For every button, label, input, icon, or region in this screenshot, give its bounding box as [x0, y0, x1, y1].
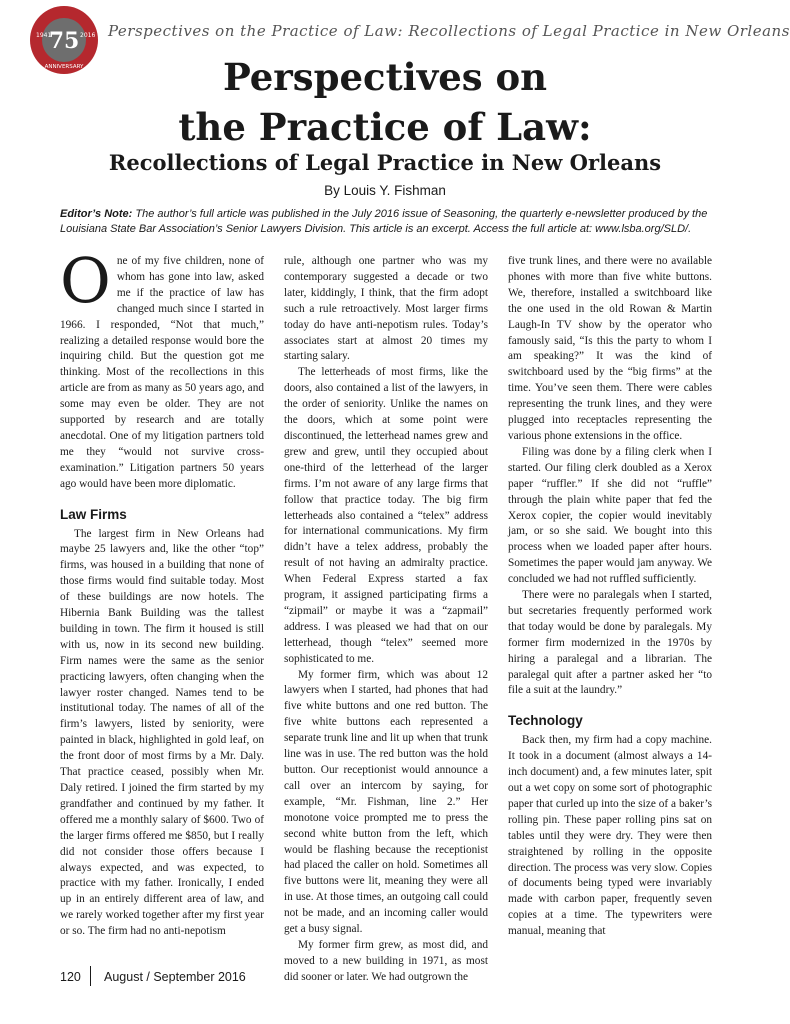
seal-label: ANNIVERSARY	[44, 64, 84, 70]
editor-note-text: The author’s full article was published in the July 2016 issue of Seasoning, the quarterly e-newsletter produced by the Louisiana State Bar Association’s Senior Lawyers Division. This article is an excerpt. Access the full article at: www.lsba.org/SLD/.	[60, 208, 708, 235]
issue-date: August / September 2016	[104, 970, 246, 984]
section-heading-technology: Technology	[508, 713, 583, 729]
paragraph: five trunk lines, and there were no available phones with more than five white buttons. We, therefore, installed a switchboard like the one used in the old Rowan & Martin Laugh-In TV show by the operator who famously said, “Is this the party to whom I am speaking?” It was the kind of switchboard used by the “big firms” at the time. You’ve seen them. There were cables representing the trunk lines, and they were plugged into receptacles representing the various phone extensions in the office.	[508, 255, 712, 442]
seal-year-left: 1941	[36, 32, 52, 39]
paragraph: There were no paralegals when I started, but secretaries frequently performed work that today would be done by paralegals. My former firm modernized in the 1970s by hiring a paralegal and a librarian. The paralegal quit after a partner asked her “to file a suit at the laundry.”	[508, 589, 712, 697]
drop-cap: O	[60, 244, 111, 317]
paragraph: My former firm grew, as most did, and moved to a new building in 1971, as most did sooner or later. We had outgrown the	[284, 938, 488, 983]
byline: By Louis Y. Fishman	[324, 183, 446, 198]
paragraph: Back then, my firm had a copy machine. It took in a document (almost always a 14-inch document) and, a few minutes later, spit out a wet copy on some sort of photographic paper that curled up into the size of a baker’s rolling pin. These paper rolling pins sat on tables until they were dry. They were then straightened by rolling in the opposite direction. The process was very slow. Copies of documents being typed were invariably made with carbon paper, frequently seven copies at a time. The typewriters were manual, meaning that	[508, 734, 712, 938]
seal-number: 75	[48, 28, 80, 54]
section-heading-law-firms: Law Firms	[60, 506, 127, 522]
paragraph: My former firm, which was about 12 lawyers when I started, had phones that had five white buttons and one red button. The five white buttons each represented a separate trunk line and lit up when that trunk line was in use. The red button was the hold button. Our receptionist would announce a call over an intercom by saying, for example, “Mr. Fishman, line 2.” Her monotone voice prompted me to press the second white button from the left, which would be flashing because the receptionist had placed the caller on hold. Sometimes all five buttons were lit, meaning they were all in use. At those times, an outgoing call could not be made, and an incoming caller would get a busy signal.	[284, 668, 488, 936]
column-2	[284, 254, 488, 983]
editor-note-label: Editor’s Note:	[60, 208, 133, 220]
paragraph: Filing was done by a filing clerk when I started. Our filing clerk doubled as a Xerox paper “ruffler.” If she did not “ruffle” through the plain white paper that fed the Xerox copier, the copier would inevitably jam, or so she said. We bought into this process when we loaded paper after hours. Sometimes the paper would jam anyway. We concluded we had not ruffled sufficiently.	[508, 445, 712, 586]
page-number: 120	[60, 970, 81, 984]
article-subtitle: Recollections of Legal Practice in New Orleans	[108, 150, 662, 175]
title-line-1: Perspectives on	[222, 55, 548, 99]
running-head: Perspectives on the Practice of Law: Recollections of Legal Practice in New Orleans	[108, 22, 790, 40]
column-3	[508, 254, 712, 960]
paragraph: The largest firm in New Orleans had maybe 25 lawyers and, like the other “top” firms, was housed in a building that none of those firms would find suitable today. Most of these buildings are now hotels. The Hibernia Bank Building was the tallest building in town. The firm it housed is still with us, now in its second new building. Firm names were the same as the senior practicing lawyers, often changing when the lawyer roster changed. Names tend to be institutional today. The names of all of the firm’s lawyers, listed by seniority, were painted in black, highlighted in gold leaf, on the front door of most firms by a Mr. Daly. That practice ceased, possibly when Mr. Daly retired. I joined the firm started by my grandfather and continued by my father. It offered me a monthly salary of $600. Two of the larger firms offered me $850, but I really did not consider those offers because I always expected, and was expected, to practice with my father. Ironically, I ended up in an entirely different area of law, and we rarely worked together after my first year or so. The firm had no anti-nepotism	[60, 527, 264, 938]
article-title	[0, 52, 770, 152]
seal-year-right: 2016	[80, 32, 96, 39]
intro-paragraph	[60, 244, 264, 493]
intro-text: ne of my five children, none of whom has gone into law, asked me if the practice of law has changed much since I started in 1966. I responded, “Not that much,” realizing a detailed response would bore the inquiring child. But the question got me thinking. Most of the recollections in this article are from as many as 50 years ago, and some may even be older. They are not supported by research and are totally anecdotal. One of my litigation partners told me they “would not survive cross-examination.” Litigation partners 50 years ago would have been more diplomatic.	[60, 255, 264, 490]
footer-divider	[90, 966, 91, 986]
paragraph: rule, although one partner who was my contemporary suggested a decade or two later, kiddingly, I think, that the firm adopt such a rule retroactively. Most larger firms today do have anti-nepotism rules. Today’s associates start at almost 20 times my starting salary.	[284, 255, 488, 363]
title-line-2: the Practice of Law:	[178, 105, 592, 149]
paragraph: The letterheads of most firms, like the doors, also contained a list of the lawyers, in the order of seniority. Unlike the names on the doors, which at some point were discontinued, the letterhead names grew and grew and grew, until they occupied about one-third of the letterhead of the larger firms. I’m not aware of any large firms that follow that practice today. The big firm letterheads also contained a “telex” address for international communications. My firm didn’t have a telex address, probably the result of not having an admiralty practice. When Federal Express started a fax program, it assigned participating firms a “zipmail” or maybe it was a “zapmail” address. I was pleased we had that on our letterhead, though “telex” seemed more sophisticated to me.	[284, 366, 488, 665]
editor-note	[60, 207, 712, 237]
column-1	[60, 244, 264, 960]
